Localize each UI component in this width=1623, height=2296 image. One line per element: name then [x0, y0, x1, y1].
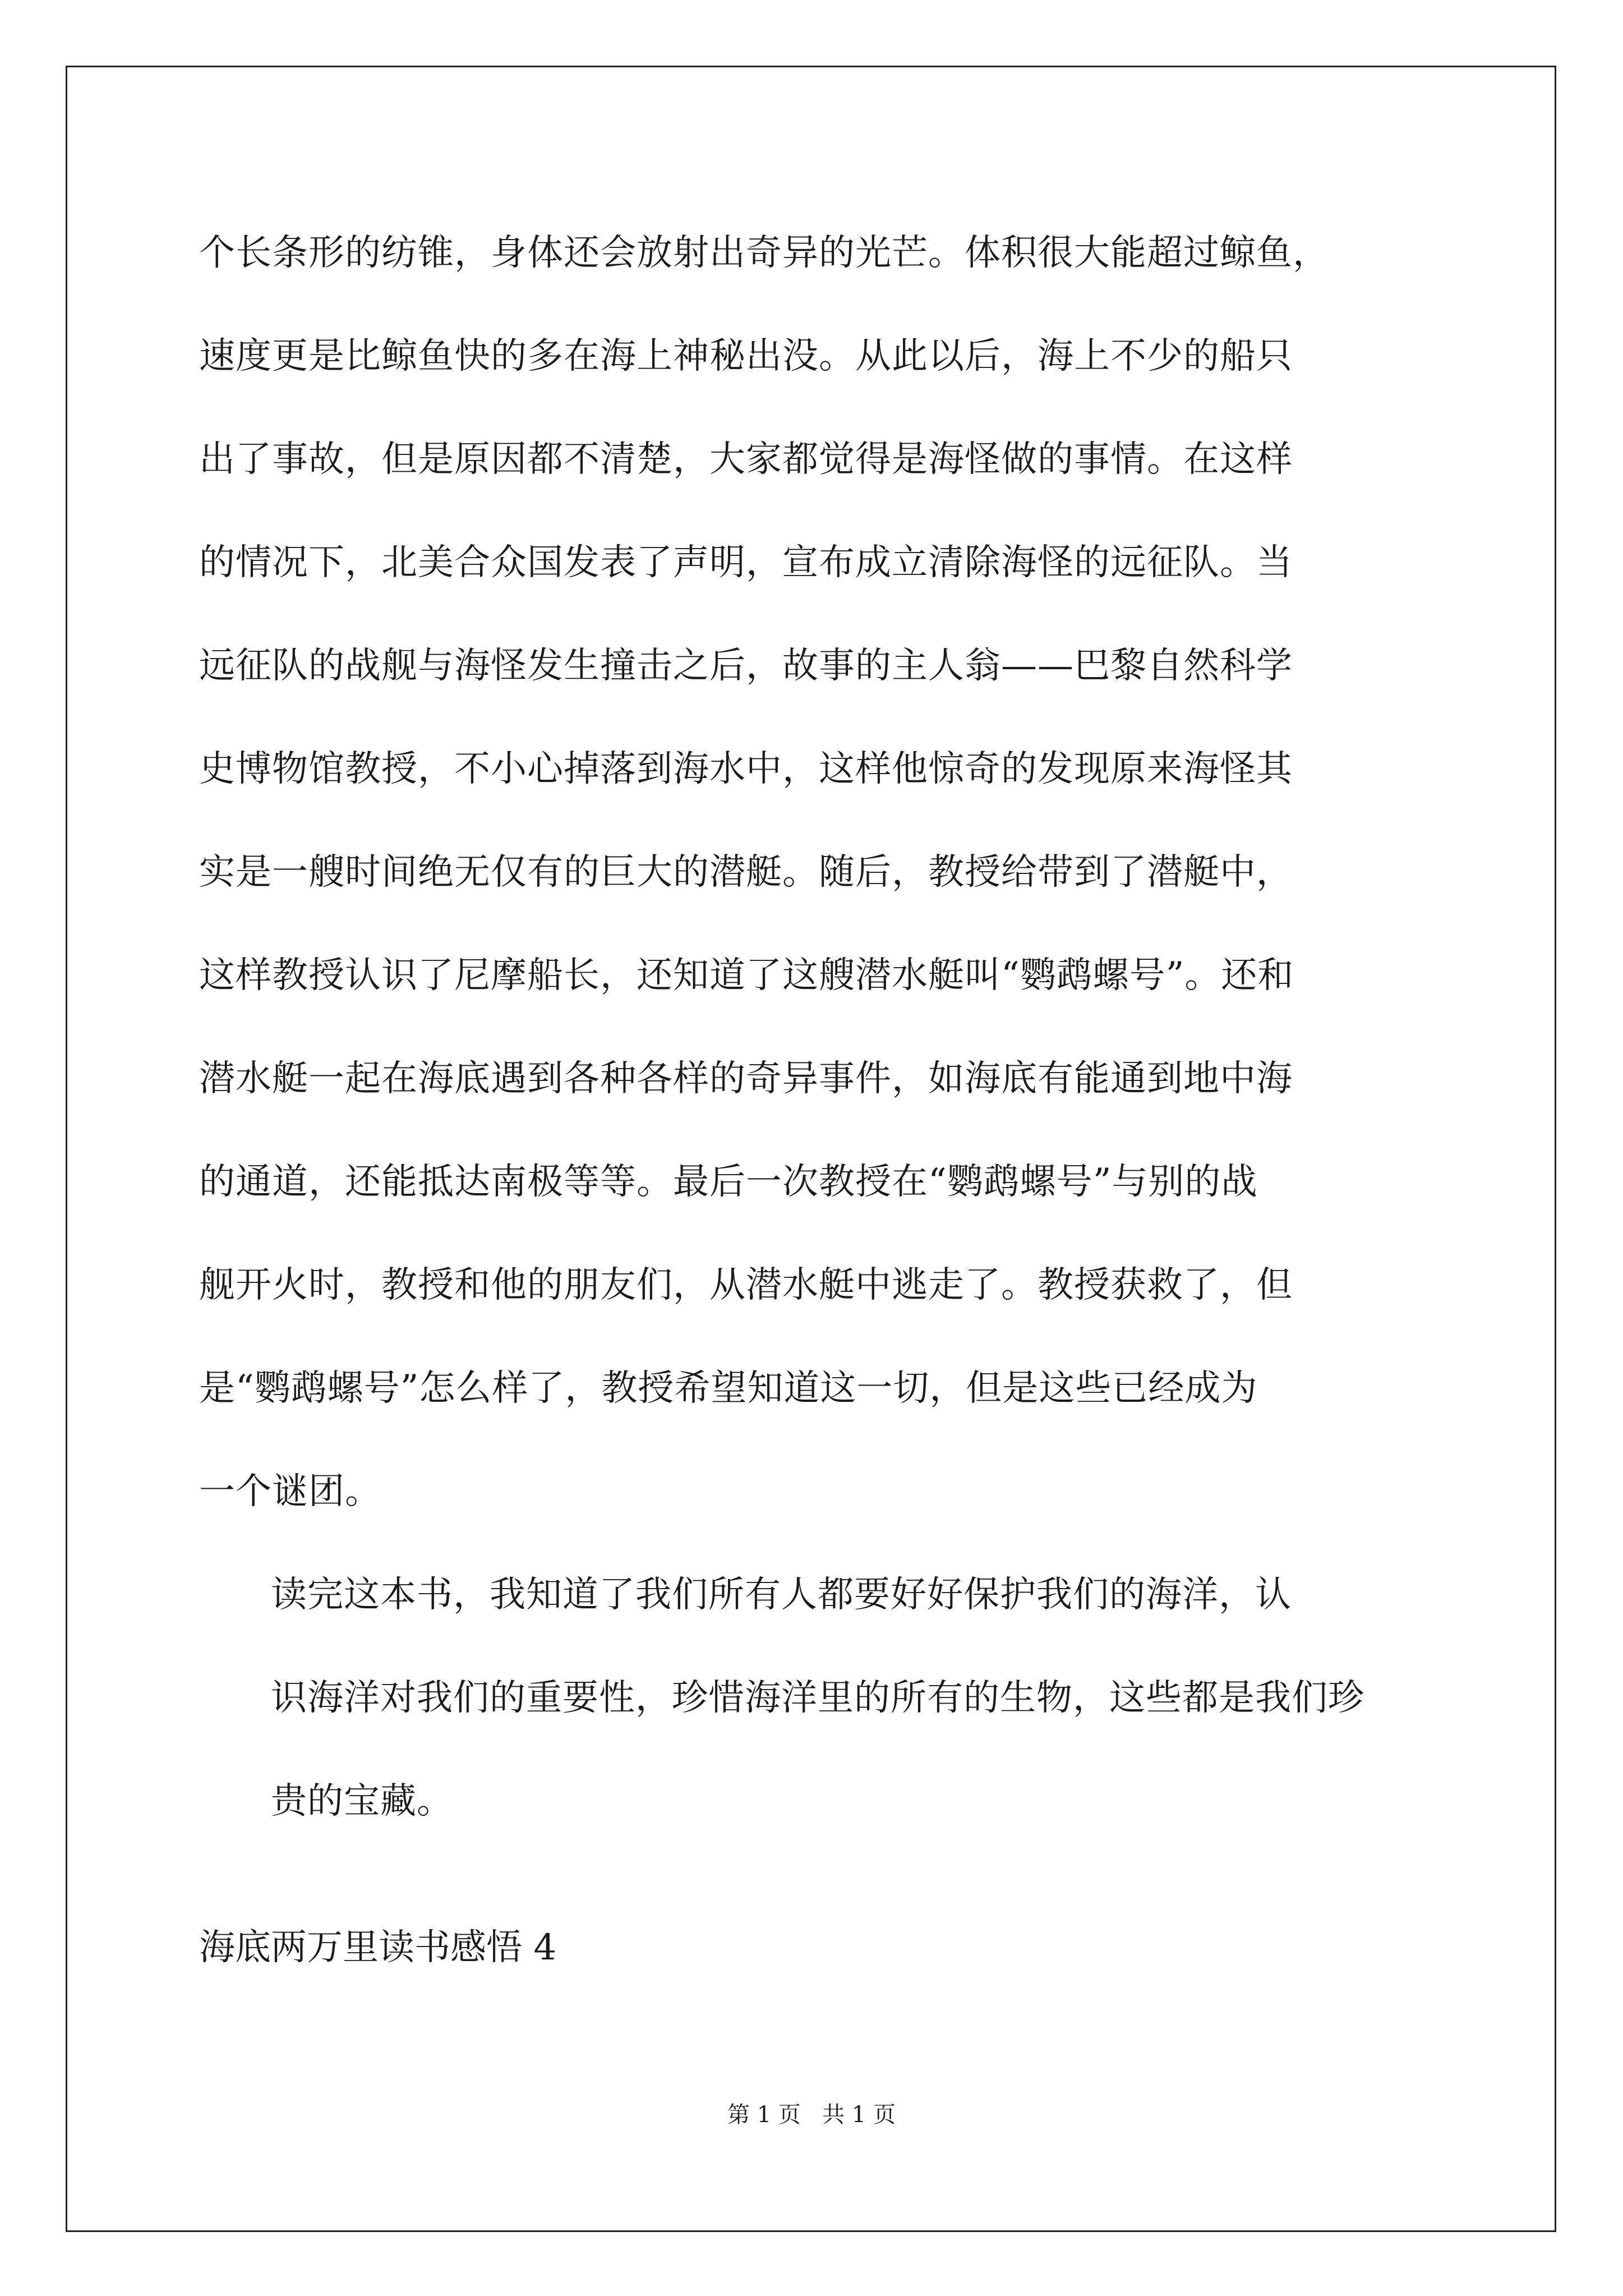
paragraph-line: 速度更是比鲸鱼快的多在海上神秘出没。从此以后，海上不少的船只 — [199, 335, 1293, 377]
paragraph-line: 潜水艇一起在海底遇到各种各样的奇异事件，如海底有能通到地中海 — [199, 1058, 1293, 1099]
paragraph-line: 远征队的战舰与海怪发生撞击之后，故事的主人翁——巴黎自然科学 — [199, 645, 1293, 687]
paragraph-1 — [199, 201, 1427, 1543]
paragraph-line: 的情况下，北美合众国发表了声明，宣布成立清除海怪的远征队。当 — [199, 542, 1293, 583]
paragraph-2 — [199, 1543, 1427, 1853]
section-heading: 海底两万里读书感悟 4 — [199, 1927, 557, 1968]
paragraph-line: 这样教授认识了尼摩船长，还知道了这艘潜水艇叫“鹦鹉螺号”。还和 — [199, 955, 1294, 996]
paragraph-line: 的通道，还能抵达南极等等。最后一次教授在“鹦鹉螺号”与别的战 — [199, 1161, 1258, 1203]
paragraph-line: 读完这本书，我知道了我们所有人都要好好保护我们的海洋，认 — [271, 1574, 1292, 1616]
paragraph-line: 出了事故，但是原因都不清楚，大家都觉得是海怪做的事情。在这样 — [199, 439, 1293, 480]
page-footer: 第 1 页 共 1 页 — [727, 2102, 896, 2128]
paragraph-line: 一个谜团。 — [199, 1471, 381, 1512]
paragraph-line: 贵的宝藏。 — [271, 1780, 453, 1822]
paragraph-line: 实是一艘时间绝无仅有的巨大的潜艇。随后，教授给带到了潜艇中， — [199, 852, 1293, 893]
paragraph-line: 舰开火时，教授和他的朋友们，从潜水艇中逃走了。教授获救了，但 — [199, 1264, 1293, 1306]
paragraph-line: 是“鹦鹉螺号”怎么样了，教授希望知道这一切，但是这些已经成为 — [199, 1368, 1258, 1409]
paragraph-line: 个长条形的纺锥，身体还会放射出奇异的光芒。体积很大能超过鲸鱼， — [199, 232, 1329, 274]
paragraph-line: 史博物馆教授，不小心掉落到海水中，这样他惊奇的发现原来海怪其 — [199, 748, 1293, 790]
document-body — [199, 201, 1427, 1853]
paragraph-line: 识海洋对我们的重要性，珍惜海洋里的所有的生物，这些都是我们珍 — [271, 1677, 1364, 1719]
